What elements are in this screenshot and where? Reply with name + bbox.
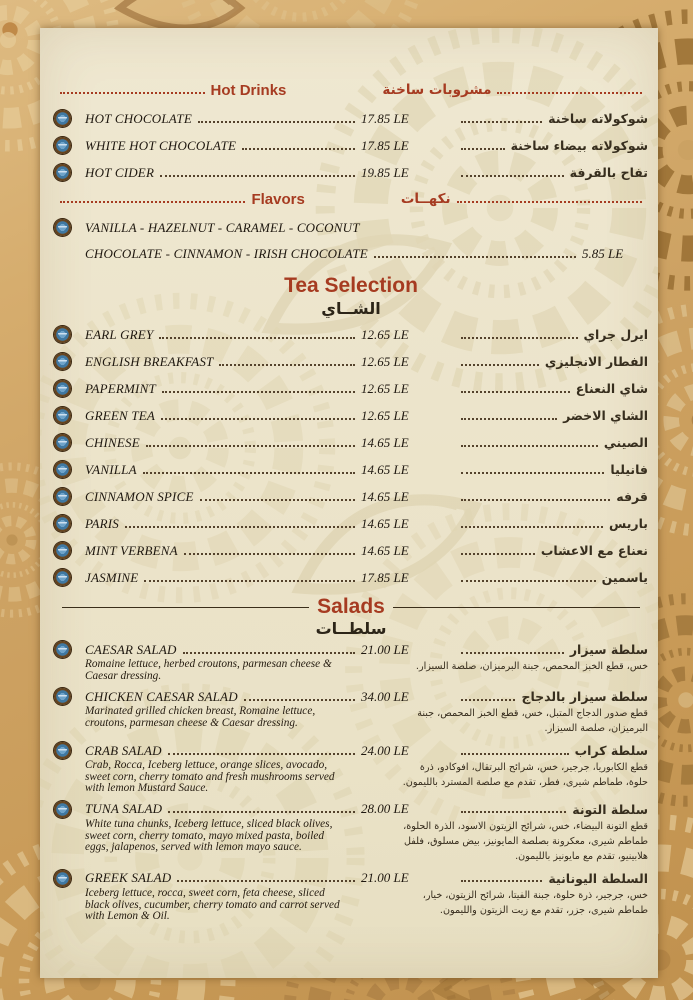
item-ar-cell <box>455 138 648 153</box>
hot-drinks-list <box>54 105 648 186</box>
item-en-cell <box>85 327 361 343</box>
dotted-leader <box>461 553 535 555</box>
item-descriptions <box>54 760 648 795</box>
item-name-ar: السلطة اليونانية <box>548 870 648 886</box>
menu-item-row <box>54 483 648 510</box>
dotted-leader <box>374 256 576 258</box>
section-title-en: Hot Drinks <box>210 81 287 99</box>
item-name-en: CHICKEN CAESAR SALAD <box>85 688 238 704</box>
item-name-en: GREEK SALAD <box>85 870 172 886</box>
dotted-leader <box>198 121 355 123</box>
brand-bullet-icon <box>54 380 71 397</box>
menu-item-row <box>54 456 648 483</box>
item-name-en: ENGLISH BREAKFAST <box>85 353 214 369</box>
item-price: 14.65 LE <box>361 488 409 504</box>
menu-item-row <box>54 564 648 591</box>
item-price: 24.00 LE <box>361 742 409 758</box>
item-name-en: VANILLA <box>85 461 137 477</box>
item-price: 34.00 LE <box>361 688 409 704</box>
dotted-leader <box>159 337 355 339</box>
item-name-ar: الصيني <box>603 435 648 450</box>
item-name-ar: سلطة التونة <box>572 801 648 817</box>
item-desc-ar: قطع التونة البيضاء، خس، شرائح الزيتون الاسود، الذرة الحلوة، طماطم شيرى، معكرونة بصلصة المايونيز، بيض مسلوق، فلفل هلابينيو، تقدم مع مايونيز بالليمون. <box>403 820 648 862</box>
menu-item-row <box>54 159 648 186</box>
dotted-leader <box>242 148 355 150</box>
item-name-ar: شوكولاته ساخنة <box>548 111 648 126</box>
flavors-text: VANILLA - HAZELNUT - CARAMEL - COCONUT <box>85 219 360 235</box>
item-price: 17.85 LE <box>361 137 409 153</box>
divider-line <box>393 607 640 608</box>
dotted-leader <box>219 364 355 366</box>
menu-sheet <box>40 28 658 978</box>
brand-bullet-icon <box>54 688 71 705</box>
item-name-en: JASMINE <box>85 569 139 585</box>
salad-item <box>54 869 648 923</box>
brand-bullet-icon <box>54 164 71 181</box>
brand-bullet-icon <box>54 326 71 343</box>
item-en-cell <box>85 642 361 658</box>
section-header-salads <box>54 596 648 618</box>
menu-item-row <box>54 402 648 429</box>
menu-item-row <box>54 741 648 760</box>
menu-item-row <box>54 687 648 706</box>
dotted-leader <box>160 175 355 177</box>
item-en-cell <box>85 801 361 817</box>
dotted-leader <box>461 391 570 393</box>
item-price: 21.00 LE <box>361 641 409 657</box>
item-name-en: PARIS <box>85 515 119 531</box>
dotted-leader <box>168 753 355 755</box>
item-price: 19.85 LE <box>361 164 409 180</box>
menu-item-row <box>54 640 648 659</box>
item-desc-ar: قطع الكابوريا، جرجير، خس، شرائح البرتقال، افوكادو، ذرة حلوة، طماطم شيرى، فطر، تقدم مع صلصة المسترد بالليمون. <box>402 762 648 789</box>
item-ar-cell <box>455 381 648 396</box>
item-ar-cell <box>455 516 648 531</box>
dotted-leader <box>461 753 569 755</box>
menu-item-row <box>54 321 648 348</box>
menu-item-row <box>54 869 648 888</box>
item-ar-cell <box>455 871 648 886</box>
item-name-en: CRAB SALAD <box>85 742 162 758</box>
brand-bullet-icon <box>54 488 71 505</box>
item-en-cell <box>85 870 361 886</box>
dotted-leader <box>146 445 355 447</box>
item-name-en: EARL GREY <box>85 326 154 342</box>
salad-item <box>54 687 648 736</box>
flavors-line-1 <box>54 214 648 241</box>
item-desc-ar: قطع صدور الدجاج المتبل، خس، قطع الخبز المحمص، جبنة البرميزان، صلصة السيزار. <box>417 708 648 735</box>
brand-bullet-icon <box>54 641 71 658</box>
dotted-leader <box>184 553 355 555</box>
menu-item-row <box>54 510 648 537</box>
section-title-ar: الشــاي <box>321 299 381 318</box>
item-name-ar: فانيليا <box>610 462 648 477</box>
flavors-line-2 <box>85 241 648 267</box>
brand-bullet-icon <box>54 353 71 370</box>
salads-list <box>54 640 648 923</box>
item-ar-cell <box>455 802 648 817</box>
dotted-leader <box>461 364 539 366</box>
item-price: 12.65 LE <box>361 380 409 396</box>
item-ar-cell <box>455 489 648 504</box>
brand-bullet-icon <box>54 515 71 532</box>
brand-bullet-icon <box>54 407 71 424</box>
item-ar-cell <box>455 165 648 180</box>
salad-item <box>54 640 648 682</box>
item-en-cell <box>85 138 361 154</box>
item-name-en: CHINESE <box>85 434 140 450</box>
brand-bullet-icon <box>54 569 71 586</box>
dotted-leader <box>60 92 205 94</box>
item-desc-en: Romaine lettuce, herbed croutons, parmesan cheese & Caesar dressing. <box>85 658 332 682</box>
dotted-leader <box>461 418 557 420</box>
section-title-ar: مشروبات ساخنة <box>382 82 492 98</box>
item-en-cell <box>85 462 361 478</box>
item-name-ar: نعناع مع الاعشاب <box>540 543 648 558</box>
dotted-leader <box>461 652 564 654</box>
item-en-cell <box>85 489 361 505</box>
item-price: 12.65 LE <box>361 326 409 342</box>
item-name-ar: ياسمين <box>601 570 648 585</box>
item-name-ar: باريس <box>609 516 648 531</box>
item-price: 14.65 LE <box>361 461 409 477</box>
item-name-en: MINT VERBENA <box>85 542 178 558</box>
dotted-leader <box>461 880 542 882</box>
section-title-ar: نكهــات <box>400 191 451 207</box>
item-name-en: HOT CHOCOLATE <box>85 110 192 126</box>
item-descriptions <box>54 888 648 923</box>
divider-line <box>62 607 309 608</box>
item-ar-cell <box>455 408 648 423</box>
dotted-leader <box>143 472 355 474</box>
dotted-leader <box>461 445 598 447</box>
item-price: 5.85 LE <box>582 246 624 261</box>
item-en-cell <box>85 689 361 705</box>
item-name-ar: شوكولاته بيضاء ساخنة <box>510 138 648 153</box>
item-ar-cell <box>455 462 648 477</box>
item-en-cell <box>85 354 361 370</box>
item-price: 14.65 LE <box>361 434 409 450</box>
item-en-cell <box>85 543 361 559</box>
item-name-en: CAESAR SALAD <box>85 641 177 657</box>
item-price: 17.85 LE <box>361 569 409 585</box>
menu-content <box>40 28 658 923</box>
menu-item-row <box>54 537 648 564</box>
dotted-leader <box>461 175 564 177</box>
brand-bullet-icon <box>54 461 71 478</box>
item-desc-ar: خس، قطع الخبز المحمص، جبنة البرميزان، صلصة السيزار. <box>415 661 648 672</box>
item-price: 17.85 LE <box>361 110 409 126</box>
item-ar-cell <box>455 743 648 758</box>
flavors-block <box>54 214 648 267</box>
dotted-leader <box>461 499 610 501</box>
brand-bullet-icon <box>54 219 71 236</box>
item-descriptions <box>54 706 648 736</box>
section-title-en: Salads <box>317 595 385 618</box>
item-en-cell <box>85 743 361 759</box>
dotted-leader <box>461 699 515 701</box>
dotted-leader <box>457 201 642 203</box>
item-en-cell <box>85 165 361 181</box>
item-name-en: PAPERMINT <box>85 380 156 396</box>
tea-list <box>54 321 648 591</box>
item-ar-cell <box>455 435 648 450</box>
brand-bullet-icon <box>54 870 71 887</box>
dotted-leader <box>244 699 355 701</box>
dotted-leader <box>168 811 355 813</box>
dotted-leader <box>183 652 355 654</box>
section-header-flavors <box>54 187 648 211</box>
item-name-en: WHITE HOT CHOCOLATE <box>85 137 237 153</box>
dotted-leader <box>177 880 355 882</box>
dotted-leader <box>144 580 355 582</box>
dotted-leader <box>161 418 355 420</box>
brand-bullet-icon <box>54 801 71 818</box>
item-en-cell <box>85 381 361 397</box>
item-name-en: GREEN TEA <box>85 407 156 423</box>
item-name-ar: سلطة سيزار <box>569 642 648 657</box>
item-ar-cell <box>455 689 648 704</box>
item-price: 14.65 LE <box>361 542 409 558</box>
item-name-ar: سلطة سيزار بالدجاج <box>521 689 648 705</box>
item-en-cell <box>85 435 361 451</box>
menu-item-row <box>54 375 648 402</box>
flavors-text: CHOCOLATE - CINNAMON - IRISH CHOCOLATE <box>85 246 368 261</box>
item-desc-en: Iceberg lettuce, rocca, sweet corn, feta cheese, sliced black olives, cucumber, cherry tomato and carrot served with Lemon & Oil. <box>85 886 340 923</box>
brand-bullet-icon <box>54 137 71 154</box>
dotted-leader <box>497 92 642 94</box>
item-descriptions <box>54 819 648 864</box>
section-header-hot-drinks <box>54 78 648 102</box>
menu-item-row <box>54 800 648 819</box>
brand-bullet-icon <box>54 434 71 451</box>
salad-item <box>54 741 648 795</box>
section-title-en: Tea Selection <box>284 274 418 297</box>
item-ar-cell <box>455 543 648 558</box>
item-ar-cell <box>455 111 648 126</box>
item-ar-cell <box>455 570 648 585</box>
item-price: 12.65 LE <box>361 353 409 369</box>
dotted-leader <box>125 526 355 528</box>
item-name-ar: سلطة كراب <box>574 743 648 759</box>
menu-item-row <box>54 105 648 132</box>
item-price: 28.00 LE <box>361 801 409 817</box>
item-name-ar: قرفه <box>616 489 648 504</box>
dotted-leader <box>461 526 603 528</box>
menu-item-row <box>54 429 648 456</box>
item-ar-cell <box>455 354 648 369</box>
item-en-cell <box>85 570 361 586</box>
item-name-ar: ايرل جراي <box>583 327 648 342</box>
item-name-en: TUNA SALAD <box>85 801 163 817</box>
section-title-en: Flavors <box>251 190 305 208</box>
dotted-leader <box>461 121 542 123</box>
section-title-ar: سلطــات <box>315 619 387 638</box>
item-en-cell <box>85 408 361 424</box>
item-name-en: HOT CIDER <box>85 164 155 180</box>
item-name-ar: الفطار الانجليزي <box>544 354 648 369</box>
dotted-leader <box>461 148 505 150</box>
dotted-leader <box>461 337 578 339</box>
dotted-leader <box>162 391 355 393</box>
item-desc-ar: خس، جرجير، ذرة حلوة، جبنة الفيتا، شرائح الزيتون، خيار، طماطم شيرى، جزر، تقدم مع زيت الزيتون والليمون. <box>422 889 648 916</box>
dotted-leader <box>200 499 355 501</box>
brand-bullet-icon <box>54 110 71 127</box>
section-header-tea <box>54 274 648 318</box>
item-en-cell <box>85 516 361 532</box>
item-desc-en: Marinated grilled chicken breast, Romaine lettuce, croutons, parmesan cheese & Caesar dressing. <box>85 705 316 729</box>
item-desc-en: White tuna chunks, Iceberg lettuce, sliced black olives, sweet corn, cherry tomato, mayo mixed pasta, boiled eggs, jalapenos, served with lemon mayo sauce. <box>85 817 333 854</box>
item-ar-cell <box>455 327 648 342</box>
menu-item-row <box>54 132 648 159</box>
dotted-leader <box>461 472 604 474</box>
brand-bullet-icon <box>54 742 71 759</box>
dotted-leader <box>60 201 245 203</box>
item-name-ar: الشاي الاخضر <box>563 408 648 423</box>
item-desc-en: Crab, Rocca, Iceberg lettuce, orange slices, avocado, sweet corn, cherry tomato and fresh mushrooms served with lemon Mustard Sauce. <box>85 759 335 795</box>
salad-item <box>54 800 648 864</box>
dotted-leader <box>461 580 596 582</box>
item-name-en: CINNAMON SPICE <box>85 488 194 504</box>
item-name-ar: شاي النعناع <box>575 381 648 396</box>
item-price: 21.00 LE <box>361 870 409 886</box>
item-price: 14.65 LE <box>361 515 409 531</box>
item-en-cell <box>85 111 361 127</box>
menu-item-row <box>54 348 648 375</box>
item-price: 12.65 LE <box>361 407 409 423</box>
dotted-leader <box>461 811 566 813</box>
brand-bullet-icon <box>54 542 71 559</box>
item-descriptions <box>54 659 648 682</box>
item-ar-cell <box>455 642 648 657</box>
item-name-ar: تفاح بالقرفة <box>569 165 648 180</box>
